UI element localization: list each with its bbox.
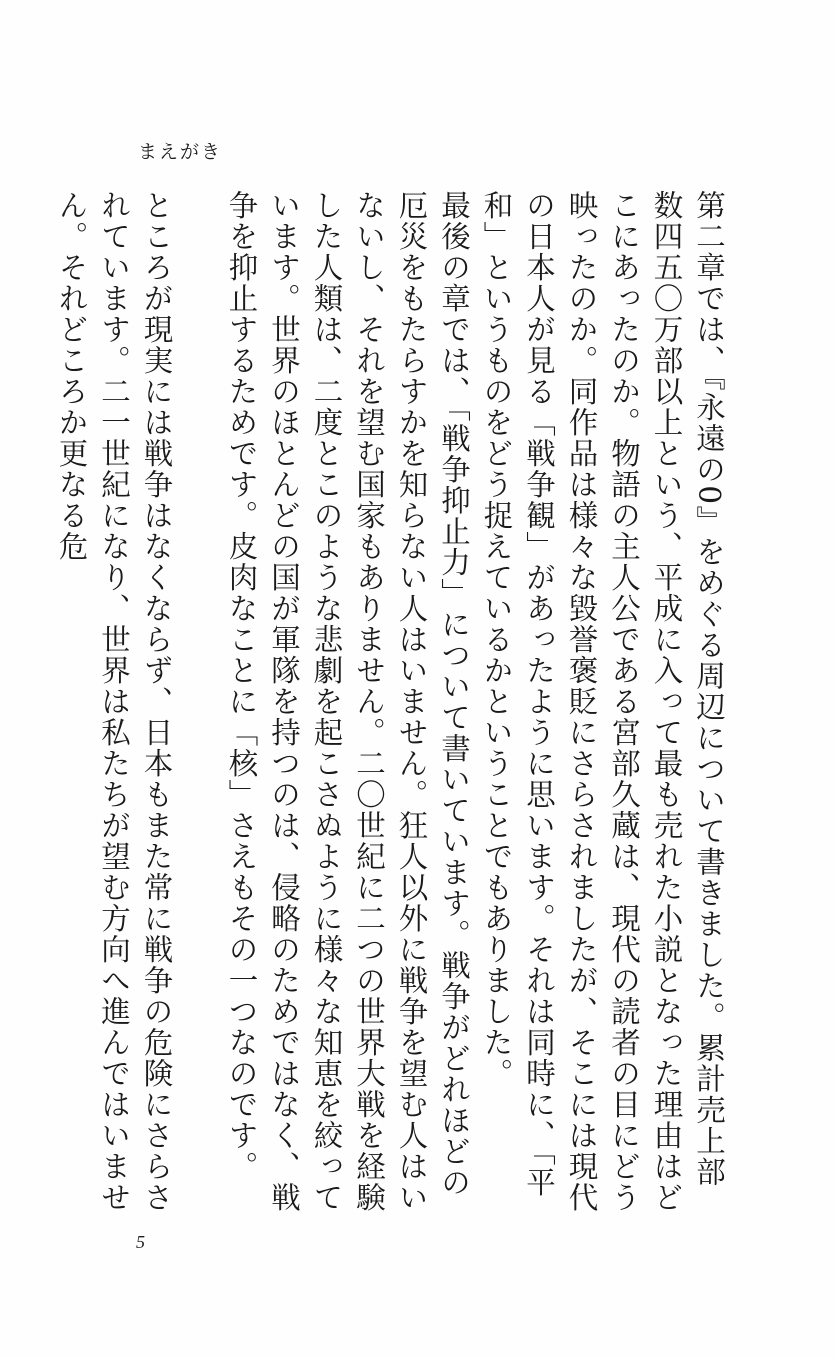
running-head: まえがき <box>138 141 223 163</box>
page-number: 5 <box>136 1232 145 1252</box>
paragraph-chapter-two: 第二章では、『永遠の0』をめぐる周辺について書きました。累計売上部数四五〇万部以上という、平成に入って最も売れた小説となった理由はどこにあったのか。物語の主人公である宮部久蔵は、現代の読者の目にどう映ったのか。同作品は様々な毀誉褒貶にさらされましたが、そこには現代の日本人が見る「戦争観」があったように思います。それは同時に、「平和」というものをどう捉えているかということでもありました。 <box>479 190 726 1213</box>
paragraph-final-chapter: 最後の章では、「戦争抑止力」について書いています。戦争がどれほどの厄災をもたらすかを知らない人はいません。狂人以外に戦争を望む人はいないし、それを望む国家もありません。二〇世紀に二つの世界大戦を経験した人類は、二度とこのような悲劇を起こさぬように様々な知恵を絞っています。世界のほとんどの国が軍隊を持つのは、侵略のためではなく、戦争を抑止するためです。皮肉なことに「核」さえもその一つなのです。 <box>224 190 471 1213</box>
paragraph-reality: ところが現実には戦争はなくならず、日本もまた常に戦争の危険にさらされています。二一世紀になり、世界は私たちが望む方向へ進んではいません。それどころか更なる危 <box>54 190 174 1213</box>
body-text <box>54 190 730 1215</box>
